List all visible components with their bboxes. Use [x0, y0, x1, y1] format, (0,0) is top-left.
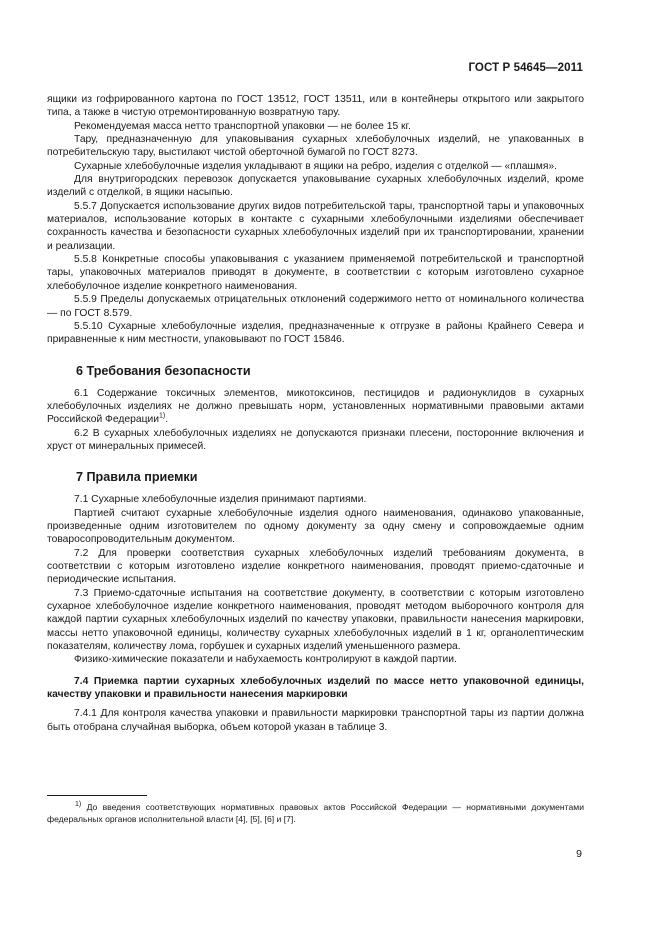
clause-7-3: 7.3 Приемо-сдаточные испытания на соответствие документу, в соответствии с которым изготовлено сухарное хлебобулочное изделие конкретного наименования, проводят методом выборочного контроля для каждой партии сухарных хлебобулочных изделий по качеству упаковки, правильности нанесения маркировки, массы нетто упаковочной единицы, количеству сухарных хлебобулочных изделий в 1 кг, органолептическим показателям, количеству лома, горбушек и сухарных изделий уменьшенного размера. — [47, 587, 584, 653]
footnote-ref: 1) — [158, 412, 166, 420]
footnote-marker: 1) — [75, 801, 82, 809]
page-number: 9 — [576, 848, 582, 860]
paragraph: Рекомендуемая масса нетто транспортной упаковки — не более 15 кг. — [74, 120, 411, 132]
clause-5-5-9: 5.5.9 Пределы допускаемых отрицательных отклонений содержимого нетто от номинального количества — по ГОСТ 8.579. — [47, 294, 584, 319]
paragraph: ящики из гофрированного картона по ГОСТ 13512, ГОСТ 13511, или в контейнеры открытого или закрытого типа, а также в чистую отремонтированную возвратную тару. — [47, 94, 584, 119]
section-7-heading: 7 Правила приемки — [76, 470, 198, 485]
clause-6-1 — [47, 387, 584, 427]
clause-7-4-1: 7.4.1 Для контроля качества упаковки и правильности маркировки транспортной тары из партии должна быть отобрана случайная выборка, объем которой указан в таблице 3. — [47, 708, 584, 733]
document-code-header: ГОСТ Р 54645—2011 — [468, 62, 583, 74]
paragraph: Для внутригородских перевозок допускается упаковывание сухарных хлебобулочных изделий, кроме изделий с отделкой, в ящики насыпью. — [47, 174, 584, 199]
clause-5-5-10: 5.5.10 Сухарные хлебобулочные изделия, предназначенные к отгрузке в районы Крайнего Севера и приравненные к ним местности, упаковывают по ГОСТ 15846. — [47, 320, 584, 346]
clause-7-2: 7.2 Для проверки соответствия сухарных хлебобулочных изделий требованиям документа, в соответствии с которым изготовлено изделие конкретного наименования, проводят приемо-сдаточные и периодические испытания. — [47, 547, 584, 586]
footnote-text: До введения соответствующих нормативных правовых актов Российской Федерации — нормативными документами федеральных органов исполнительной власти [4], [5], [6] и [7]. — [47, 802, 584, 824]
section-6-heading: 6 Требования безопасности — [76, 363, 251, 378]
paragraph: Партией считают сухарные хлебобулочные изделия одного наименования, одинаково упакованные, произведенные одним изготовителем по одному документу за одну смену и сопровождаемые одним товаросопроводительным документом. — [47, 507, 584, 546]
clause-6-1-end: . — [165, 414, 169, 426]
paragraph: Тару, предназначенную для упаковывания сухарных хлебобулочных изделий, не упакованных в потребительскую тару, выстилают чистой оберточной бумагой по ГОСТ 8273. — [47, 134, 584, 159]
page-body — [47, 93, 584, 734]
paragraph: Физико-химические показатели и набухаемость контролируют в каждой партии. — [74, 654, 457, 666]
subsection-7-4-heading: 7.4 Приемка партии сухарных хлебобулочных изделий по массе нетто упаковочной единицы, качеству упаковки и правильности нанесения маркировки — [47, 675, 584, 701]
section-5-continuation — [47, 93, 584, 347]
clause-6-2: 6.2 В сухарных хлебобулочных изделиях не допускаются признаки плесени, посторонние включения и хруст от минеральных примесей. — [47, 427, 584, 452]
footnote-divider — [47, 795, 147, 796]
footnote — [47, 801, 584, 825]
paragraph: Сухарные хлебобулочные изделия укладывают в ящики на ребро, изделия с отделкой — «плашмя». — [74, 160, 558, 172]
clause-6-1-text: 6.1 Содержание токсичных элементов, микотоксинов, пестицидов и радионуклидов в сухарных хлебобулочных изделиях не должно превышать норм, установленных нормативными правовыми актами Российской Федерации — [47, 387, 584, 426]
clause-5-5-7: 5.5.7 Допускается использование других видов потребительской тары, транспортной тары и упаковочных материалов, использование которых в контакте с сухарными хлебобулочными изделиями обеспечивает сохранность качества и безопасности сухарных хлебобулочных изделий при их транспортировании, хранении и реализации. — [47, 200, 584, 252]
clause-5-5-8: 5.5.8 Конкретные способы упаковывания с указанием применяемой потребительской и транспортной тары, упаковочных материалов приводят в документе, в соответствии с которым изготовлено сухарное хлебобулочное изделие конкретного наименования. — [47, 254, 584, 292]
clause-7-1: 7.1 Сухарные хлебобулочные изделия принимают партиями. — [74, 494, 367, 506]
